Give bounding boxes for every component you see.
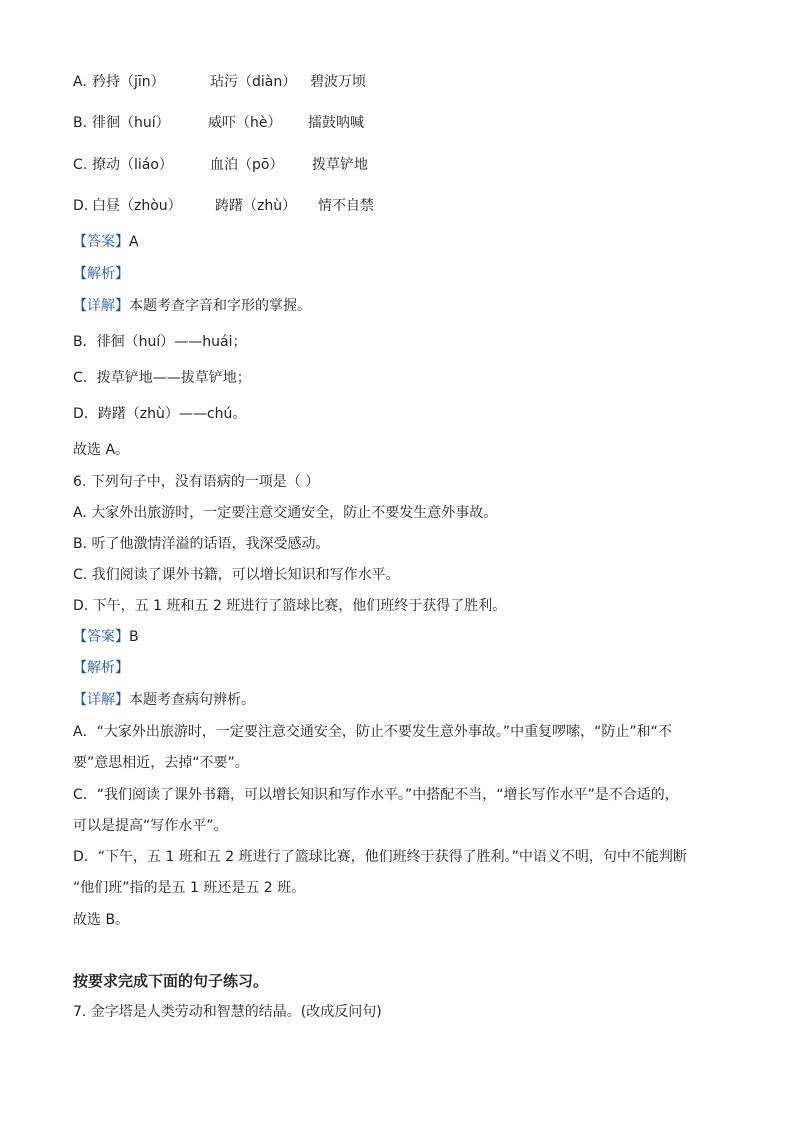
option-word-3: 碧波万顷: [310, 74, 366, 90]
q6-explanation-d-line1: D．“下午，五 1 班和五 2 班进行了篮球比赛，他们班终于获得了胜利。”中语义不明，句中不能判断: [73, 849, 687, 865]
section-title: 按要求完成下面的句子练习。: [73, 972, 269, 990]
detail-tag: 【详解】: [73, 692, 129, 708]
q6-analysis-heading: [73, 658, 129, 678]
option-word-2: 威吓（hè）: [208, 115, 282, 131]
q7-stem: 7. 金字塔是人类劳动和智慧的结晶。(改成反问句): [73, 1004, 382, 1020]
q6-answer: [73, 627, 139, 647]
option-word-3: 拨草铲地: [312, 157, 368, 173]
q5-analysis-heading: [73, 264, 129, 284]
option-word-2: 血泊（pō）: [210, 157, 284, 173]
option-word-1: 白昼（zhòu）: [92, 198, 182, 214]
option-word-1: 矜持（jīn）: [92, 74, 165, 90]
q6-option-b: B. 听了他激情洋溢的话语，我深受感动。: [73, 536, 330, 552]
q6-stem: 6. 下列句子中，没有语病的一项是（ ）: [73, 474, 320, 490]
q5-answer: [73, 232, 139, 252]
q6-explanation-c-line1: C．“我们阅读了课外书籍，可以增长知识和写作水平。”中搭配不当，“增长写作水平”是不合适的，: [73, 787, 679, 803]
q5-conclusion: 故选 A。: [73, 442, 130, 458]
q6-explanation-d-line2: “他们班”指的是五 1 班还是五 2 班。: [73, 880, 306, 896]
option-word-1: 撩动（liáo）: [92, 157, 173, 173]
q6-option-c: C. 我们阅读了课外书籍，可以增长知识和写作水平。: [73, 567, 400, 583]
detail-text: 本题考查病句辨析。: [129, 692, 255, 708]
option-word-1: 徘徊（huí）: [92, 115, 170, 131]
q6-detail: [73, 690, 255, 710]
q6-conclusion: 故选 B。: [73, 912, 130, 928]
option-label: D.: [73, 198, 89, 214]
answer-tag: 【答案】: [73, 234, 129, 250]
detail-tag: 【详解】: [73, 298, 129, 314]
q5-explanation-b: B．徘徊（huí）——huái；: [73, 334, 247, 350]
answer-value: A: [129, 234, 139, 250]
q5-detail: [73, 296, 311, 316]
option-word-2: 踌躇（zhù）: [215, 198, 297, 214]
option-label: B.: [73, 115, 88, 131]
option-label: C.: [73, 157, 88, 173]
option-label: A.: [73, 74, 87, 90]
q6-option-d: D. 下午，五 1 班和五 2 班进行了篮球比赛，他们班终于获得了胜利。: [73, 598, 507, 614]
option-word-3: 情不自禁: [318, 198, 374, 214]
q5-explanation-c: C．拨草铲地——拔草铲地；: [73, 370, 251, 386]
q5-explanation-d: D．踌躇（zhù）——chú。: [73, 406, 247, 422]
answer-value: B: [129, 629, 139, 645]
q6-option-a: A. 大家外出旅游时，一定要注意交通安全，防止不要发生意外事故。: [73, 505, 498, 521]
q6-explanation-a-line1: A．“大家外出旅游时，一定要注意交通安全，防止不要发生意外事故。”中重复啰嗦，“防止”和“不: [73, 724, 672, 740]
answer-tag: 【答案】: [73, 629, 129, 645]
analysis-tag: 【解析】: [73, 266, 129, 282]
analysis-tag: 【解析】: [73, 660, 129, 676]
detail-text: 本题考查字音和字形的掌握。: [129, 298, 311, 314]
option-word-2: 玷污（diàn）: [210, 74, 297, 90]
q6-explanation-c-line2: 可以是提高“写作水平”。: [73, 818, 228, 834]
option-word-3: 擂鼓呐喊: [308, 115, 364, 131]
q6-explanation-a-line2: 要”意思相近，去掉“不要”。: [73, 755, 249, 771]
